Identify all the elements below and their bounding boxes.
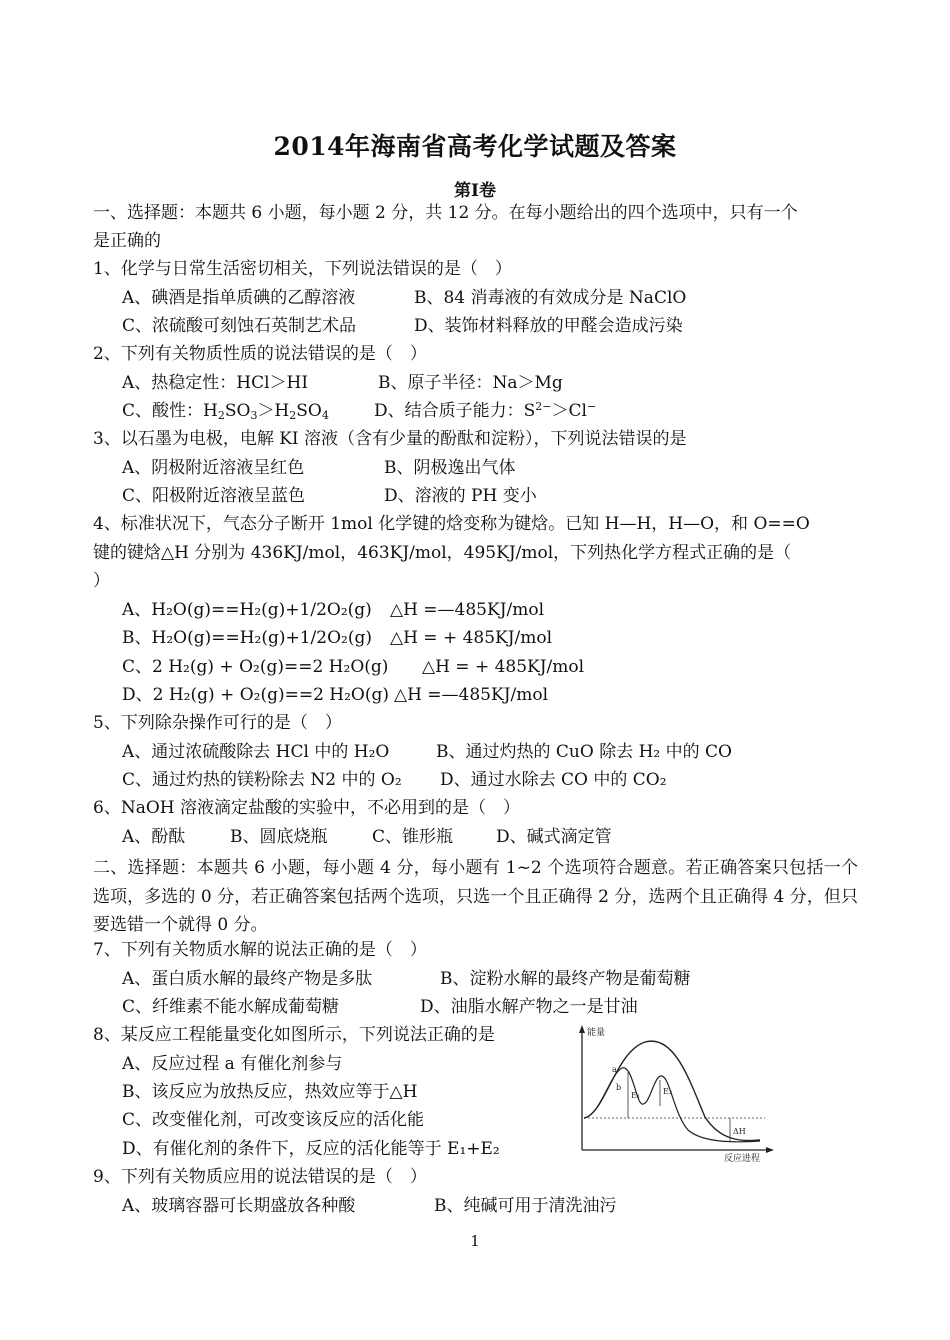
- q4-stem-a: 4、标准状况下，气态分子断开 1mol 化学键的焓变称为键焓。已知 H—H，H—O，和 O==O: [93, 514, 810, 534]
- q1-option-d: D、装饰材料释放的甲醛会造成污染: [414, 316, 683, 336]
- x-axis-arrow: [766, 1147, 774, 1153]
- q4-option-a: A、H₂O(g)==H₂(g)+1/2O₂(g) △H =—485KJ/mol: [122, 600, 545, 620]
- q1-options-row2: [122, 315, 683, 337]
- e1-label: E₁: [631, 1091, 641, 1100]
- q9-options-row1: [122, 1195, 617, 1217]
- q1-option-a: A、碘酒是指单质碘的乙醇溶液: [122, 288, 356, 308]
- section1-heading-b: 是正确的: [93, 231, 161, 251]
- q1-option-c: C、浓硫酸可刻蚀石英制艺术品: [122, 316, 357, 336]
- page-title: 2014年海南省高考化学试题及答案: [273, 132, 677, 161]
- q9-option-a: A、玻璃容器可长期盛放各种酸: [122, 1196, 356, 1216]
- q3-options-row1: [122, 457, 516, 479]
- q4-stem-b: 键的键焓△H 分别为 436KJ/mol，463KJ/mol，495KJ/mol，下列热化学方程式正确的是（: [93, 543, 792, 563]
- q5-stem: 5、下列除杂操作可行的是（ ）: [93, 713, 342, 733]
- q2-option-d: D、结合质子能力：$S^{2-}>Cl^-$: [374, 400, 597, 421]
- q3-option-c: C、阳极附近溶液呈蓝色: [122, 486, 306, 506]
- curve-a-label: a: [612, 1065, 617, 1074]
- q2-options-row1: [122, 372, 563, 394]
- q4-option-d: D、2 H₂(g) + O₂(g)==2 H₂O(g) △H =—485KJ/mol: [122, 685, 549, 705]
- q5-options-row1: [122, 741, 732, 763]
- q9-option-b: B、纯碱可用于清洗油污: [434, 1196, 617, 1216]
- q3-option-a: A、阴极附近溶液呈红色: [122, 458, 305, 478]
- curve-b-label: b: [616, 1083, 622, 1092]
- q5-options-row2: [122, 769, 667, 791]
- q7-stem: 7、下列有关物质水解的说法正确的是（ ）: [93, 940, 427, 960]
- q7-options-row1: [122, 968, 691, 990]
- e2-label: E₂: [663, 1087, 673, 1096]
- page-number: 1: [470, 1232, 480, 1250]
- q8-option-b: B、该反应为放热反应，热效应等于△H: [122, 1082, 418, 1102]
- q2-option-a: A、热稳定性：HCl＞HI: [122, 373, 309, 393]
- q4-stem-c: ）: [93, 571, 110, 591]
- q8-stem: 8、某反应工程能量变化如图所示，下列说法正确的是: [93, 1025, 495, 1045]
- q3-option-d: D、溶液的 PH 变小: [384, 486, 537, 506]
- q6-option-d: D、碱式滴定管: [496, 827, 612, 847]
- q3-option-b: B、阴极逸出气体: [384, 458, 516, 478]
- q5-option-d: D、通过水除去 CO 中的 CO₂: [440, 770, 667, 790]
- q8-option-a: A、反应过程 a 有催化剂参与: [122, 1054, 343, 1074]
- q2-options-row2: [122, 400, 596, 422]
- q2-option-b: B、原子半径：Na＞Mg: [378, 373, 563, 393]
- q2-option-c: C、酸性：$H_2SO_3>H_2SO_4$: [122, 401, 329, 422]
- q6-option-a: A、酚酞: [122, 827, 186, 847]
- q9-stem: 9、下列有关物质应用的说法错误的是（ ）: [93, 1167, 427, 1187]
- q6-option-b: B、圆底烧瓶: [230, 827, 328, 847]
- x-axis-label: 反应进程: [724, 1154, 761, 1162]
- q1-option-b: B、84 消毒液的有效成分是 NaClO: [414, 288, 687, 308]
- q8-option-c: C、改变催化剂，可改变该反应的活化能: [122, 1110, 425, 1130]
- y-axis-label: 能量: [587, 1028, 606, 1038]
- q7-option-b: B、淀粉水解的最终产物是葡萄糖: [440, 969, 691, 989]
- q7-option-d: D、油脂水解产物之一是甘油: [420, 997, 638, 1017]
- q6-options: [122, 826, 612, 848]
- q7-option-c: C、纤维素不能水解成葡萄糖: [122, 997, 340, 1017]
- q2-stem: 2、下列有关物质性质的说法错误的是（ ）: [93, 344, 427, 364]
- q1-options-row1: [122, 287, 686, 309]
- q3-options-row2: [122, 485, 537, 507]
- q5-option-c: C、通过灼热的镁粉除去 N2 中的 O₂: [122, 770, 402, 790]
- section2-heading: 二、选择题：本题共 6 小题，每小题 4 分，每小题有 1~2 个选项符合题意。若正确答案只包括一个选项，多选的 0 分，若正确答案包括两个选项，只选一个且正确得 2 分，选两个且正确得 4 分，但只要选错一个就得 0 分。: [93, 858, 858, 935]
- q7-option-a: A、蛋白质水解的最终产物是多肽: [122, 969, 373, 989]
- q5-option-b: B、通过灼热的 CuO 除去 H₂ 中的 CO: [436, 742, 732, 762]
- q4-option-c: C、2 H₂(g) + O₂(g)==2 H₂O(g) △H = + 485KJ/mol: [122, 657, 585, 677]
- section1-heading-a: 一、选择题：本题共 6 小题，每小题 2 分，共 12 分。在每小题给出的四个选项中，只有一个: [93, 203, 798, 223]
- y-axis-arrow: [579, 1025, 585, 1033]
- q3-stem: 3、以石墨为电极，电解 KI 溶液（含有少量的酚酞和淀粉），下列说法错误的是: [93, 429, 687, 449]
- q4-option-b: B、H₂O(g)==H₂(g)+1/2O₂(g) △H = + 485KJ/mol: [122, 628, 553, 648]
- q6-stem: 6、NaOH 溶液滴定盐酸的实验中，不必用到的是（ ）: [93, 798, 520, 818]
- q5-option-a: A、通过浓硫酸除去 HCl 中的 H₂O: [122, 742, 390, 762]
- q7-options-row2: [122, 996, 638, 1018]
- dh-label: ΔH: [733, 1127, 746, 1136]
- q8-option-d: D、有催化剂的条件下，反应的活化能等于 E₁+E₂: [122, 1139, 500, 1159]
- volume-heading: 第Ⅰ卷: [454, 181, 496, 201]
- q6-option-c: C、锥形瓶: [372, 827, 454, 847]
- q1-stem: 1、化学与日常生活密切相关，下列说法错误的是（ ）: [93, 259, 512, 279]
- energy-diagram: [570, 1022, 775, 1162]
